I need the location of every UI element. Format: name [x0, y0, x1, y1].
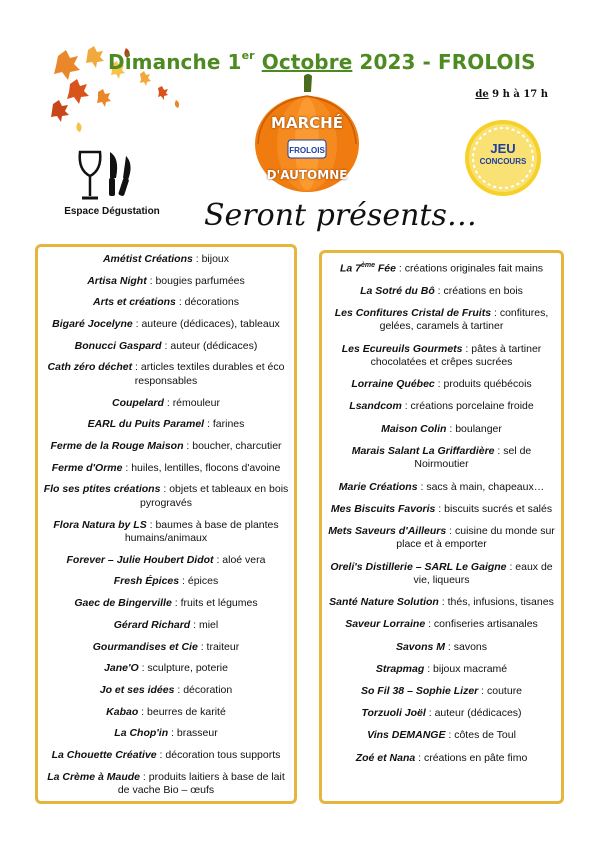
- exhibitor-entry: [326, 343, 557, 370]
- exhibitor-entry: [42, 275, 290, 289]
- exhibitor-description: : bijoux: [192, 253, 230, 265]
- tasting-label: Espace Dégustation: [64, 206, 160, 217]
- exhibitor-entry: [42, 318, 290, 332]
- exhibitor-entry: [42, 641, 290, 655]
- exhibitor-description: : miel: [190, 618, 219, 631]
- exhibitor-description: : fruits et légumes: [171, 597, 258, 610]
- exhibitor-description: : bijoux macramé: [424, 662, 508, 675]
- exhibitor-description: : brasseur: [168, 727, 218, 740]
- exhibitor-name: Savons M: [395, 640, 445, 653]
- exhibitor-description: : confitures, gelées, caramels à tartiner: [379, 306, 549, 333]
- exhibitor-entry: [42, 361, 290, 388]
- exhibitor-entry: [42, 662, 290, 676]
- exhibitor-description: : couture: [478, 685, 523, 697]
- exhibitor-description: : auteur (dédicaces): [425, 707, 522, 720]
- svg-text:FROLOIS: FROLOIS: [289, 146, 325, 155]
- pumpkin-title-line2: D'AUTOMNE: [266, 168, 348, 182]
- exhibitor-name: Ferme de la Rouge Maison: [50, 440, 184, 452]
- exhibitor-entry: [326, 663, 557, 677]
- exhibitor-name: Lsandcom: [349, 400, 402, 413]
- pumpkin-title-line1: MARCHÉ: [271, 114, 343, 132]
- opening-hours: de 9 h à 17 h: [475, 89, 548, 100]
- contest-badge-line2: CONCOURS: [479, 157, 527, 166]
- exhibitor-description: : farines: [204, 418, 245, 431]
- exhibitor-entry: [42, 462, 290, 476]
- wine-glass-knife-icon: [74, 146, 144, 208]
- exhibitor-description: : décoration tous supports: [156, 748, 281, 761]
- exhibitor-description: : décorations: [175, 296, 239, 309]
- exhibitor-name: La Chouette Créative: [51, 748, 157, 761]
- exhibitor-description: : sculpture, poterie: [138, 662, 228, 675]
- exhibitor-description: : beurres de karité: [138, 705, 226, 718]
- exhibitor-entry: [326, 596, 557, 610]
- exhibitor-description: : objets et tableaux en bois pyrogravés: [140, 483, 289, 509]
- exhibitor-name: La Chop'in: [114, 727, 169, 740]
- exhibitor-description: : décoration: [174, 683, 233, 696]
- exhibitor-description: : créations originales fait mains: [395, 262, 544, 275]
- exhibitor-entry: [42, 727, 290, 741]
- exhibitor-description: : pâtes à tartiner chocolatées et crêpes sucrées: [370, 342, 542, 369]
- exhibitor-description: : boucher, charcutier: [183, 440, 282, 452]
- exhibitor-name: Arts et créations: [93, 296, 176, 309]
- exhibitor-name: Gaec de Bingerville: [74, 597, 172, 610]
- exhibitor-description: : rémouleur: [163, 396, 220, 409]
- exhibitor-description: : savons: [444, 640, 488, 653]
- exhibitor-entry: [326, 503, 557, 517]
- exhibitor-name: Lorraine Québec: [351, 378, 435, 391]
- exhibitor-name: Mets Saveurs d'Ailleurs: [328, 524, 447, 537]
- exhibitor-entry: [326, 561, 557, 588]
- exhibitor-entry: [326, 641, 557, 655]
- exhibitor-name: Coupelard: [112, 396, 164, 409]
- exhibitor-name: Torzuoli Joël: [361, 707, 426, 720]
- exhibitor-name: Les Confitures Cristal de Fruits: [334, 306, 492, 319]
- exhibitor-entry: [42, 554, 290, 568]
- exhibitor-name: EARL du Puits Paramel: [87, 418, 205, 431]
- exhibitor-name-suffix: Fée: [374, 262, 396, 275]
- exhibitor-description: : baumes à base de plantes humains/animaux: [124, 518, 279, 545]
- exhibitor-entry: [42, 684, 290, 698]
- exhibitor-entry: [42, 597, 290, 611]
- exhibitor-entry: [42, 519, 290, 546]
- exhibitor-name: Flora Natura by LS: [53, 518, 147, 531]
- exhibitor-entry: [42, 749, 290, 763]
- exhibitor-entry: [326, 307, 557, 334]
- exhibitor-entry: [42, 397, 290, 411]
- event-title: Dimanche 1er Octobre 2023 - FROLOIS: [108, 49, 536, 74]
- exhibitor-entry: [42, 619, 290, 633]
- exhibitor-entry: [42, 483, 290, 510]
- contest-badge-line1: JEU: [490, 141, 516, 156]
- exhibitor-description: : sacs à main, chapeaux…: [417, 480, 545, 493]
- exhibitor-name: Gérard Richard: [113, 618, 191, 631]
- exhibitor-entry: [326, 729, 557, 743]
- exhibitor-name: Artisa Night: [87, 274, 147, 287]
- frolois-logo: [287, 137, 327, 161]
- exhibitors-list-right: [319, 250, 564, 804]
- exhibitor-name: Forever – Julie Houbert Didot: [66, 553, 214, 566]
- exhibitor-description: : côtes de Toul: [445, 729, 516, 742]
- exhibitor-description: : boulanger: [446, 422, 502, 435]
- exhibitor-name: Mes Biscuits Favoris: [330, 502, 436, 515]
- exhibitor-description: : huiles, lentilles, flocons d'avoine: [122, 461, 281, 474]
- exhibitor-entry: [326, 259, 557, 276]
- exhibitor-entry: [42, 706, 290, 720]
- exhibitor-name: La Sotré du Bô: [360, 284, 435, 297]
- exhibitors-list-left: [35, 244, 297, 804]
- exhibitor-name: Jo et ses idées: [99, 683, 175, 696]
- exhibitor-name: Bonucci Gaspard: [74, 339, 162, 352]
- exhibitor-entry: [42, 296, 290, 310]
- exhibitor-description: : auteur (dédicaces): [161, 339, 258, 352]
- exhibitor-entry: [42, 771, 290, 798]
- exhibitor-description: : créations en pâte fimo: [415, 751, 528, 764]
- exhibitor-name: Cath zéro déchet: [47, 361, 133, 374]
- exhibitor-description: : produits québécois: [434, 378, 532, 391]
- exhibitor-name: La 7: [339, 262, 361, 275]
- exhibitor-description: : créations porcelaine froide: [401, 400, 534, 413]
- exhibitor-name-sup: ème: [360, 262, 375, 269]
- exhibitor-description: : cuisine du monde sur place et à emporter: [396, 524, 555, 551]
- exhibitor-entry: [326, 423, 557, 437]
- exhibitor-description: : articles textiles durables et éco responsables: [132, 361, 285, 387]
- exhibitor-name: Jane'O: [104, 662, 139, 675]
- exhibitor-entry: [42, 418, 290, 432]
- exhibitor-entry: [42, 340, 290, 354]
- exhibitor-entry: [326, 400, 557, 414]
- exhibitor-description: : épices: [179, 575, 219, 588]
- exhibitor-entry: [326, 707, 557, 721]
- exhibitor-entry: [326, 525, 557, 552]
- exhibitor-description: : auteure (dédicaces), tableaux: [132, 318, 280, 331]
- exhibitor-description: : produits laitiers à base de lait de vache Bio – œufs: [117, 770, 285, 797]
- exhibitor-entry: [326, 752, 557, 766]
- exhibitor-description: : thés, infusions, tisanes: [438, 596, 554, 609]
- exhibitor-entry: [326, 481, 557, 495]
- exhibitor-description: : créations en bois: [434, 284, 523, 297]
- exhibitor-entry: [42, 575, 290, 589]
- exhibitor-name: Gourmandises et Cie: [92, 640, 198, 653]
- exhibitor-description: : aloé vera: [213, 553, 266, 566]
- exhibitor-name: Bigaré Jocelyne: [52, 318, 133, 331]
- exhibitor-entry: [326, 378, 557, 392]
- exhibitor-entry: [326, 285, 557, 299]
- exhibitor-name: Marie Créations: [338, 480, 418, 493]
- exhibitor-name: Maison Colin: [381, 422, 447, 435]
- exhibitor-description: : bougies parfumées: [146, 274, 245, 287]
- exhibitor-name: Marais Salant La Griffardière: [351, 444, 495, 457]
- exhibitor-description: : sel de Noirmoutier: [414, 444, 532, 471]
- exhibitor-entry: [326, 618, 557, 632]
- title-month: Octobre: [261, 50, 353, 74]
- section-heading: Seront présents…: [204, 198, 477, 233]
- exhibitor-name: Oreli's Distillerie – SARL Le Gaigne: [330, 560, 507, 573]
- exhibitor-name: Strapmag: [375, 662, 425, 675]
- exhibitor-name: Zoé et Nana: [355, 751, 416, 764]
- exhibitor-name: Les Ecureuils Gourmets: [341, 342, 463, 355]
- exhibitor-name: Santé Nature Solution: [329, 596, 439, 609]
- exhibitor-name: Ferme d'Orme: [51, 461, 123, 474]
- exhibitor-name: So Fil 38 – Sophie Lizer: [360, 685, 479, 697]
- exhibitor-name: La Crème à Maude: [47, 770, 141, 783]
- exhibitor-description: : biscuits sucrés et salés: [435, 502, 553, 515]
- exhibitor-name: Saveur Lorraine: [345, 618, 426, 631]
- exhibitor-name: Kabao: [106, 705, 139, 718]
- exhibitor-entry: [42, 253, 290, 267]
- exhibitor-description: : confiseries artisanales: [425, 618, 538, 631]
- exhibitor-name: Fresh Épices: [113, 575, 180, 588]
- exhibitor-entry: [42, 440, 290, 454]
- exhibitor-name: Amétist Créations: [102, 253, 193, 265]
- exhibitor-entry: [326, 685, 557, 699]
- exhibitor-name: Flo ses ptites créations: [43, 483, 161, 496]
- exhibitor-description: : traiteur: [197, 640, 240, 653]
- exhibitor-name: Vins DEMANGE: [367, 729, 446, 742]
- exhibitor-description: : eaux de vie, liqueurs: [413, 560, 553, 587]
- exhibitor-entry: [326, 445, 557, 472]
